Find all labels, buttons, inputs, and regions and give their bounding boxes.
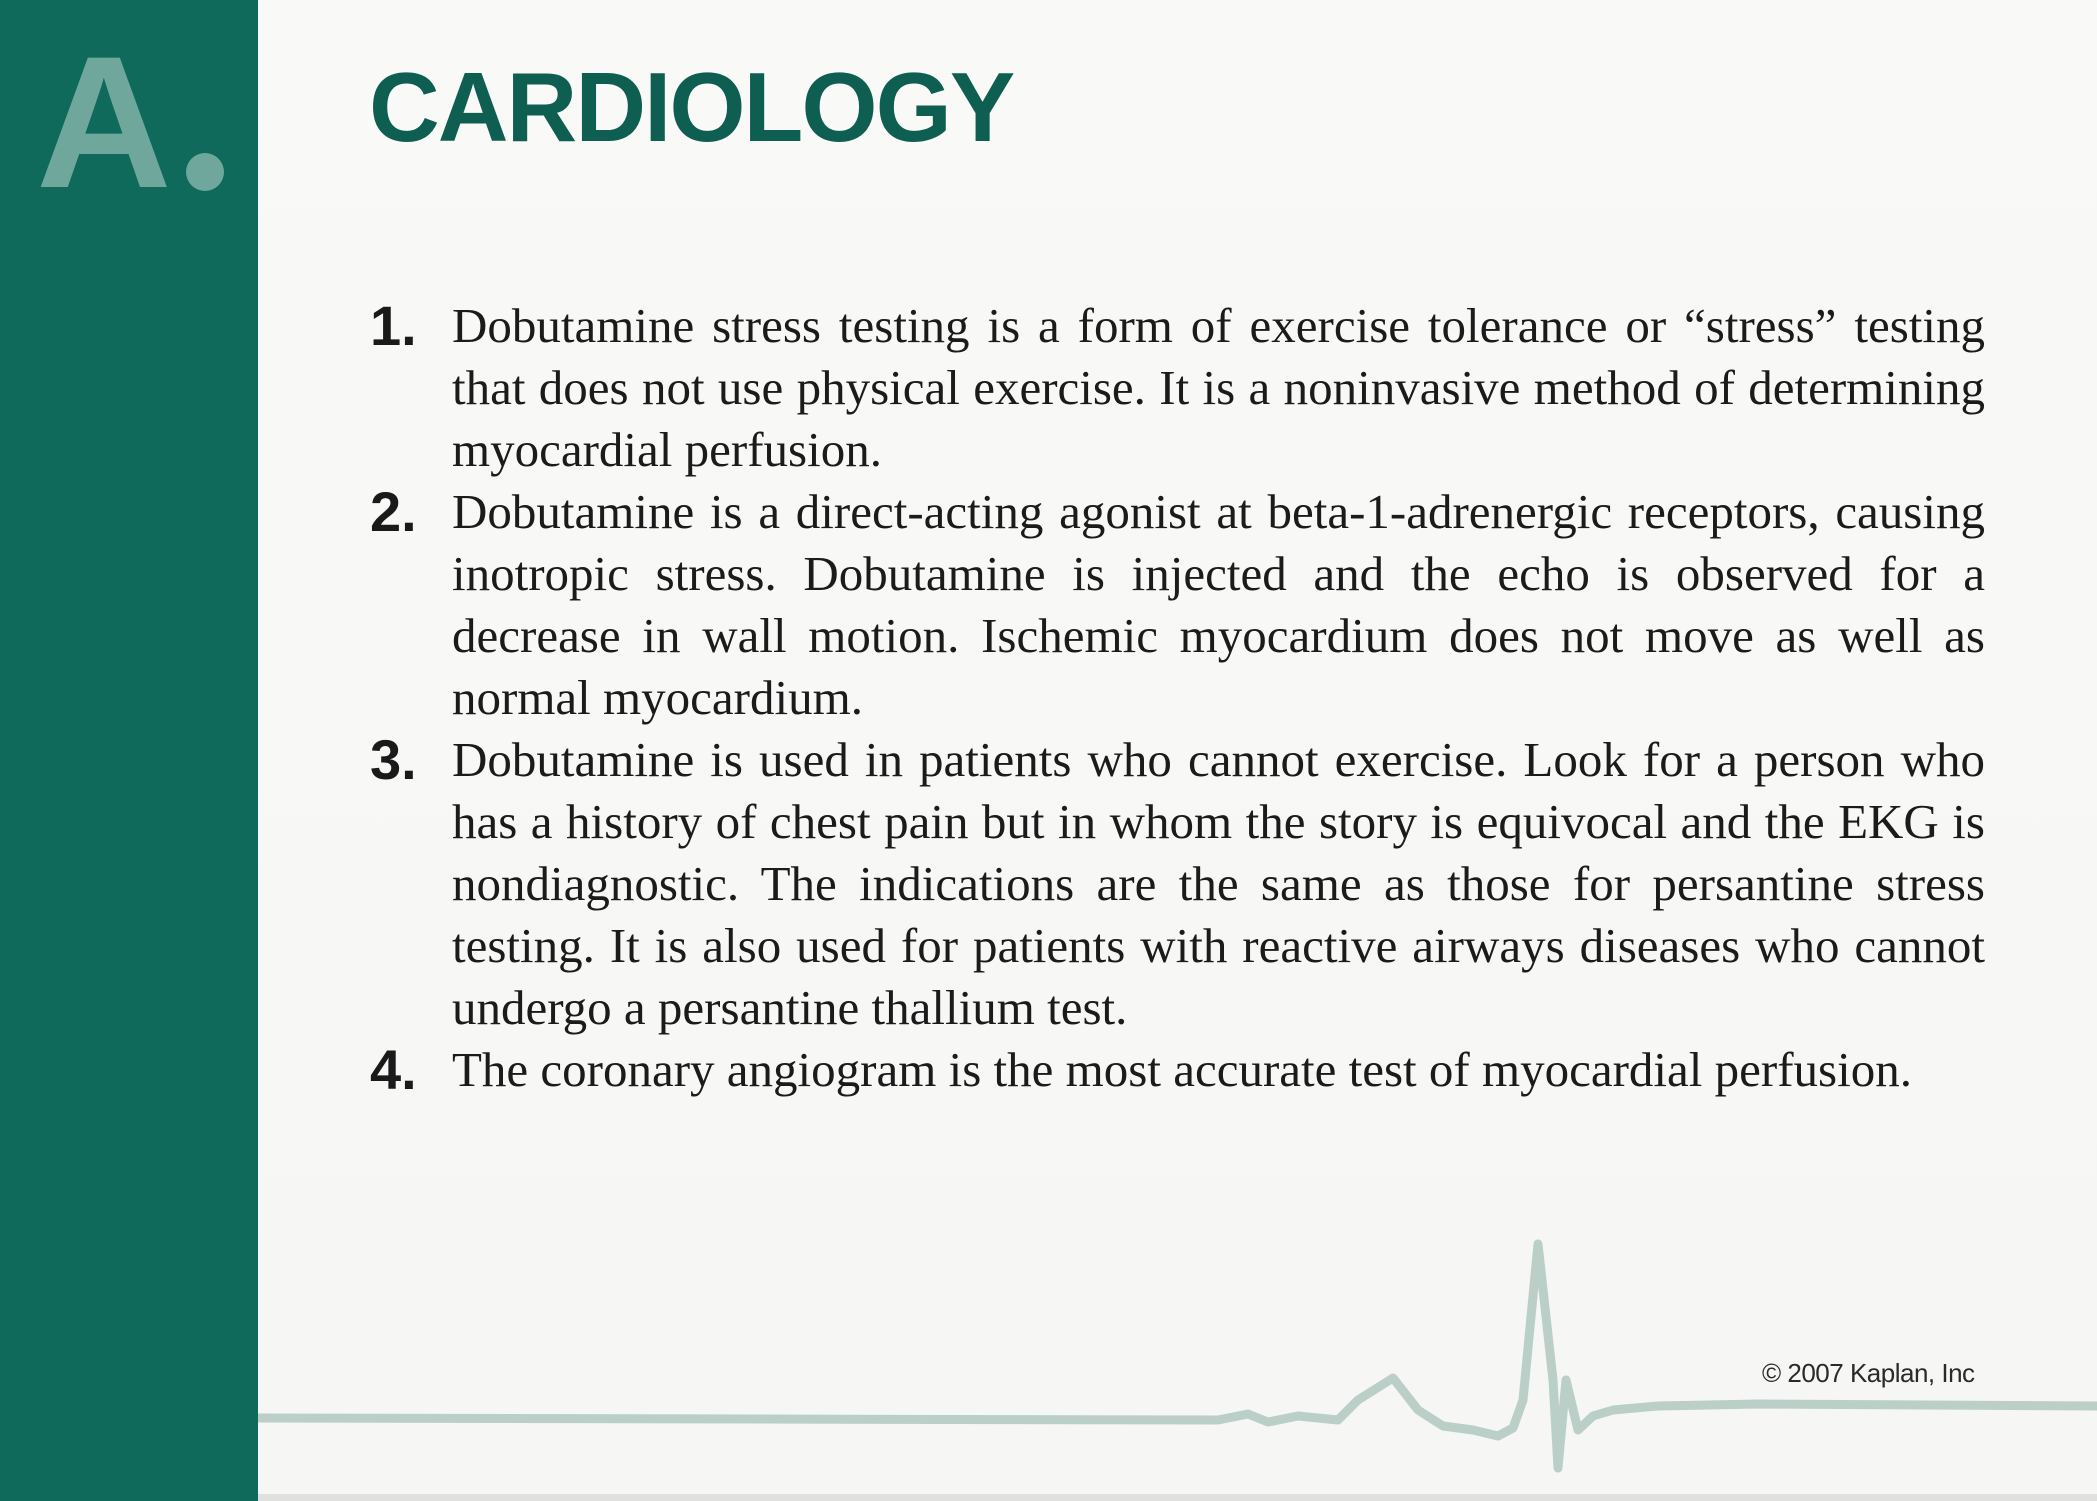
list-item-number: 3. (370, 728, 417, 791)
list-item-number: 1. (370, 294, 417, 357)
section-letter-dot (186, 153, 224, 191)
list-item (370, 729, 1985, 1039)
list-item (370, 295, 1985, 481)
list-item-text: The coronary angiogram is the most accurate test of myocardial perfusion. (452, 1042, 1912, 1097)
ekg-trace-line (258, 1244, 2097, 1468)
card-title: CARDIOLOGY (369, 52, 1014, 162)
card-bottom-edge (258, 1494, 2097, 1501)
list-item-number: 4. (370, 1038, 417, 1101)
copyright-notice: © 2007 Kaplan, Inc (1762, 1358, 1975, 1388)
list-item-text: Dobutamine is used in patients who cannot exercise. Look for a person who has a history of chest pain but in whom the story is equivocal and the EKG is nondiagnostic. The indications are the same as those for persantine stress testing. It is also used for patients with reactive airways diseases who cannot undergo a persantine thallium test. (452, 732, 1985, 1035)
section-side-band (0, 0, 258, 1501)
numbered-list (370, 295, 1985, 1101)
list-item (370, 1039, 1985, 1101)
list-item-number: 2. (370, 480, 417, 543)
list-item-text: Dobutamine stress testing is a form of exercise tolerance or “stress” testing that does not use physical exercise. It is a noninvasive method of determining myocardial perfusion. (452, 298, 1985, 477)
list-item (370, 481, 1985, 729)
section-letter: A (36, 17, 168, 227)
list-item-text: Dobutamine is a direct-acting agonist at beta-1-adrenergic receptors, causing inotropic stress. Dobutamine is injected and the echo is observed for a decrease in wall motion. Ischemic myocardium does not move as well as normal myocardium. (452, 484, 1985, 725)
